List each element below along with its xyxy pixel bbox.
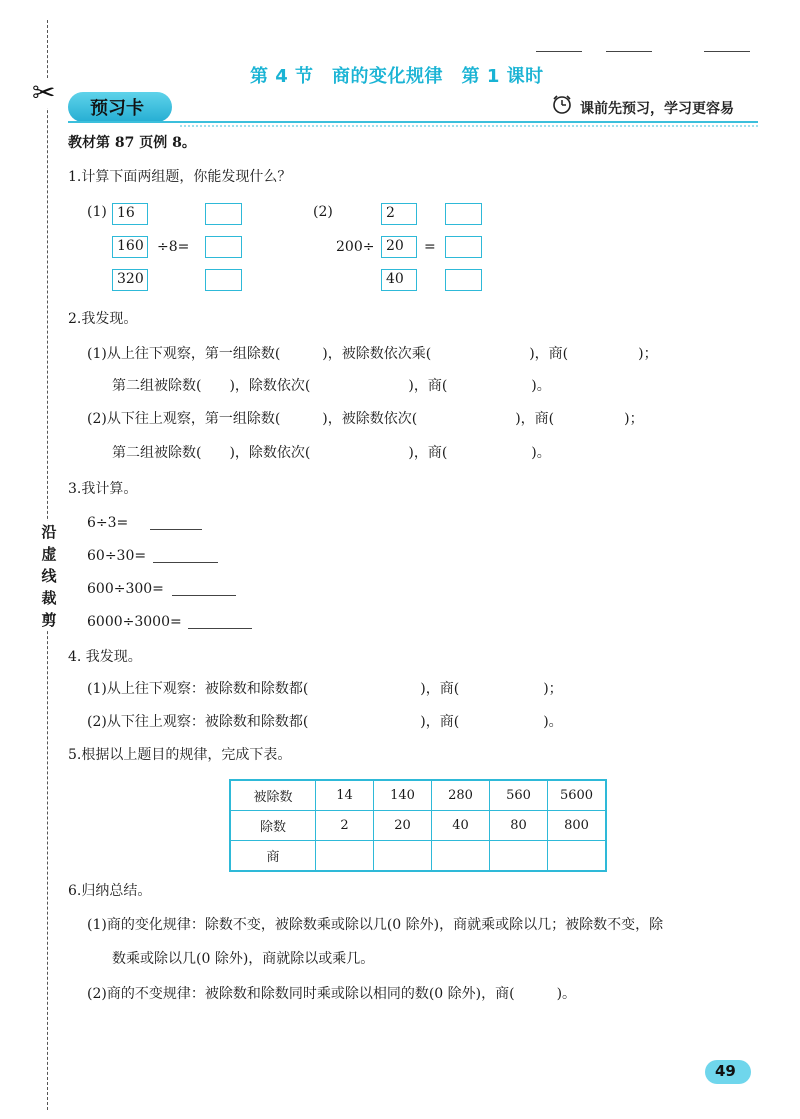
q5-title: 5.根据以上题目的规律，完成下表。 <box>68 747 292 763</box>
header-dotted-rule <box>180 125 758 127</box>
q1-answer-box[interactable] <box>445 203 482 225</box>
q1-group2-divisor: 2 <box>381 203 417 225</box>
q4-title: 4. 我发现。 <box>68 649 142 665</box>
q1-group2-divisor: 40 <box>381 269 417 291</box>
table-cell: 40 <box>432 811 490 841</box>
slogan: 课前先预习，学习更容易 <box>580 101 734 117</box>
q1-answer-box[interactable] <box>205 203 242 225</box>
table-row <box>230 780 606 811</box>
textbook-reference: 教材第 87 页例 8。 <box>68 135 196 151</box>
q3-answer-line[interactable] <box>172 595 236 596</box>
q2-title: 2.我发现。 <box>68 311 138 327</box>
q3-answer-line[interactable] <box>188 628 252 629</box>
q3-item: 600÷300= <box>87 581 164 597</box>
q1-group2-equals: = <box>424 239 436 255</box>
table-answer-cell[interactable] <box>374 841 432 872</box>
q2-line: 第二组被除数( )，除数依次( )，商( )。 <box>112 378 551 394</box>
table-cell: 280 <box>432 780 490 811</box>
q1-group1-dividend: 16 <box>112 203 148 225</box>
cut-guide-char: 裁 <box>41 589 57 607</box>
q3-answer-line[interactable] <box>150 529 202 530</box>
q6-rule-1: (1)商的变化规律：除数不变，被除数乘或除以几(0 除外)，商就乘或除以几；被除数不变，除 <box>87 917 664 933</box>
alarm-clock-icon <box>551 93 573 115</box>
table-row-header: 被除数 <box>230 780 316 811</box>
table-cell: 800 <box>548 811 607 841</box>
q4-line: (1)从上往下观察：被除数和除数都( )，商( )； <box>87 681 563 697</box>
cut-guide-label <box>40 521 58 631</box>
q1-answer-box[interactable] <box>205 236 242 258</box>
q6-rule-2: (2)商的不变规律：被除数和除数同时乘或除以相同的数(0 除外)，商( )。 <box>87 986 577 1002</box>
q1-title: 1.计算下面两组题，你能发现什么？ <box>68 169 292 185</box>
q1-answer-box[interactable] <box>445 269 482 291</box>
header-blank-2 <box>606 51 652 52</box>
q1-group1-operator: ÷8= <box>157 239 190 255</box>
cut-guide-char: 虚 <box>41 545 57 563</box>
header-rule <box>68 121 758 123</box>
table-answer-cell[interactable] <box>316 841 374 872</box>
quotient-table <box>229 779 607 872</box>
table-cell: 14 <box>316 780 374 811</box>
q2-line: (2)从下往上观察，第一组除数( )，被除数依次( )，商( )； <box>87 411 644 427</box>
table-cell: 80 <box>490 811 548 841</box>
q1-answer-box[interactable] <box>445 236 482 258</box>
q3-title: 3.我计算。 <box>68 481 138 497</box>
page-number: 49 <box>715 1062 736 1080</box>
q3-item: 60÷30= <box>87 548 147 564</box>
q1-group1-dividend: 160 <box>112 236 148 258</box>
table-cell: 2 <box>316 811 374 841</box>
scissors-icon: ✂ <box>32 76 56 109</box>
q1-group1-label: (1) <box>87 204 107 220</box>
table-cell: 560 <box>490 780 548 811</box>
table-answer-cell[interactable] <box>432 841 490 872</box>
table-row-header: 除数 <box>230 811 316 841</box>
q3-item: 6000÷3000= <box>87 614 182 630</box>
cut-guide-char: 剪 <box>41 611 57 629</box>
q3-answer-line[interactable] <box>153 562 218 563</box>
q3-item: 6÷3= <box>87 515 129 531</box>
card-label-badge <box>68 92 172 122</box>
q1-group2-label: (2) <box>313 204 333 220</box>
q6-rule-1-cont: 数乘或除以几(0 除外)，商就除以或乘几。 <box>112 951 375 967</box>
table-row-header: 商 <box>230 841 316 872</box>
table-row <box>230 811 606 841</box>
page-number-badge <box>705 1060 751 1084</box>
table-answer-cell[interactable] <box>548 841 607 872</box>
table-cell: 5600 <box>548 780 607 811</box>
table-row <box>230 841 606 872</box>
q2-line: (1)从上往下观察，第一组除数( )，被除数依次乘( )，商( )； <box>87 346 658 362</box>
table-answer-cell[interactable] <box>490 841 548 872</box>
header-blank-1 <box>536 51 582 52</box>
q1-group2-divisor: 20 <box>381 236 417 258</box>
table-cell: 140 <box>374 780 432 811</box>
card-label: 预习卡 <box>90 98 144 119</box>
q1-group2-dividend: 200÷ <box>336 239 375 255</box>
q4-line: (2)从下往上观察：被除数和除数都( )，商( )。 <box>87 714 563 730</box>
q1-answer-box[interactable] <box>205 269 242 291</box>
header-blank-3 <box>704 51 750 52</box>
q1-group1-dividend: 320 <box>112 269 148 291</box>
cut-guide-char: 沿 <box>41 523 57 541</box>
page-title: 第 4 节 商的变化规律 第 1 课时 <box>250 66 544 87</box>
cut-guide-char: 线 <box>41 567 57 585</box>
q6-title: 6.归纳总结。 <box>68 883 152 899</box>
table-cell: 20 <box>374 811 432 841</box>
q2-line: 第二组被除数( )，除数依次( )，商( )。 <box>112 445 551 461</box>
